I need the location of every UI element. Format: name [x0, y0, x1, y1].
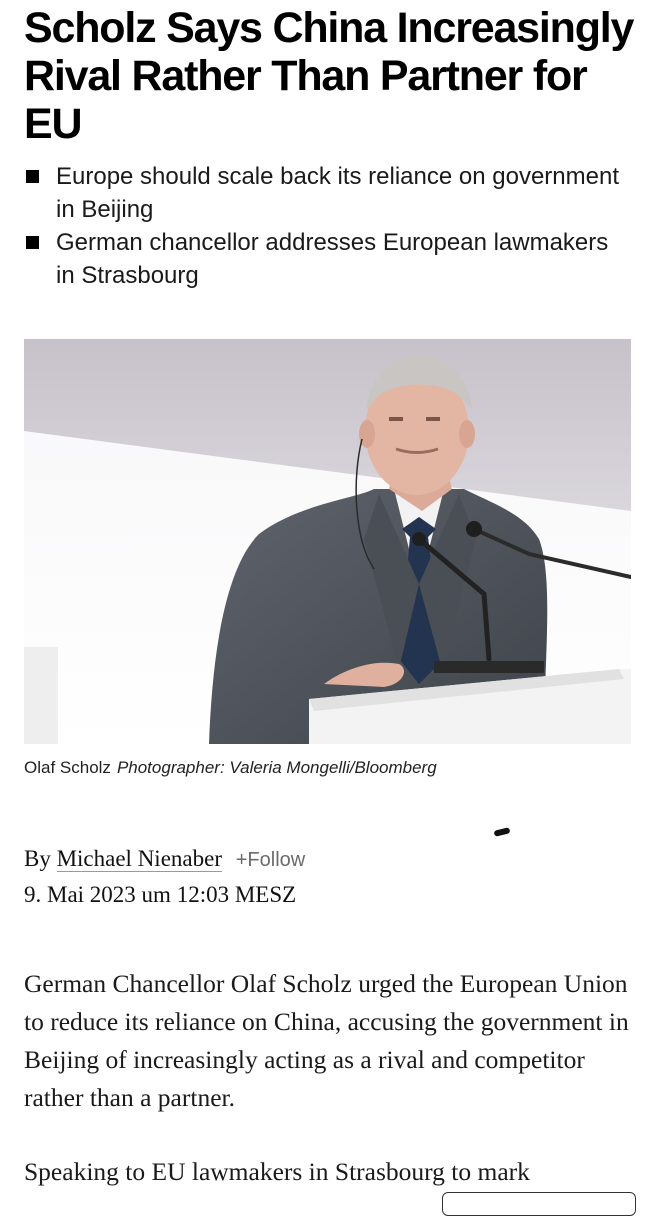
article-body	[24, 965, 634, 1227]
summary-bullet-text: Europe should scale back its reliance on government in Beijing	[56, 163, 619, 223]
photo-caption-name: Olaf Scholz	[24, 758, 111, 777]
square-bullet-icon	[26, 236, 39, 249]
floating-bar-partial[interactable]	[442, 1192, 636, 1216]
publish-date: 9. Mai 2023 um 12:03 MESZ	[24, 882, 297, 907]
summary-bullet-item	[24, 226, 624, 292]
summary-bullet-item	[24, 160, 624, 226]
summary-bullet-text: German chancellor addresses European lawmakers in Strasbourg	[56, 229, 609, 289]
article-paragraph: German Chancellor Olaf Scholz urged the European Union to reduce its reliance on China, accusing the government in Beijing of increasingly acting as a rival and competitor rather than a partner.	[24, 969, 629, 1112]
summary-bullets	[24, 160, 624, 292]
article-paragraph: Speaking to EU lawmakers in Strasbourg to mark	[24, 1157, 530, 1186]
article-headline: Scholz Says China Increasingly Rival Rather Than Partner for EU	[24, 4, 634, 148]
photo-credit: Photographer: Valeria Mongelli/Bloomberg	[116, 758, 437, 777]
byline	[24, 844, 305, 875]
stray-mark	[494, 827, 511, 837]
article-photo[interactable]	[24, 339, 631, 744]
author-link[interactable]: Michael Nienaber	[56, 846, 222, 871]
follow-button[interactable]: +Follow	[235, 849, 306, 871]
byline-prefix: By	[24, 846, 51, 871]
square-bullet-icon	[26, 170, 39, 183]
article-photo-image	[24, 339, 631, 744]
photo-caption	[24, 757, 437, 779]
